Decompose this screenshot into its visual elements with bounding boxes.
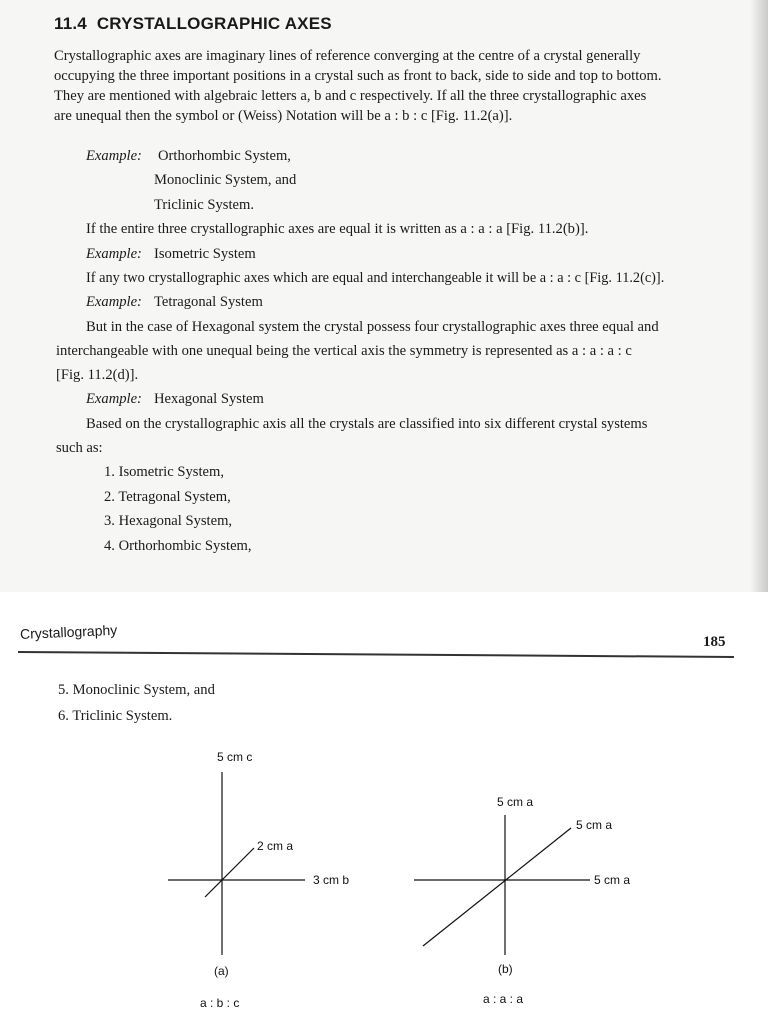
system-item-1: 1. Isometric System, xyxy=(104,464,224,480)
system-item-2: 2. Tetragonal System, xyxy=(104,489,231,505)
hex-line-3: [Fig. 11.2(d)]. xyxy=(56,367,139,383)
figure-b-diagonal-label: 5 cm a xyxy=(576,818,613,832)
intro-line-3: They are mentioned with algebraic letters a, b and c respectively. If all the three crystallographic axes xyxy=(54,88,647,104)
example-4-label: Example: xyxy=(86,391,142,407)
example-1-item-3: Triclinic System. xyxy=(154,197,255,213)
example-4-text: Hexagonal System xyxy=(154,391,264,407)
intro-line-1: Crystallographic axes are imaginary lines of reference converging at the centre of a crystal generally xyxy=(54,48,641,64)
example-1-label: Example: xyxy=(86,148,142,164)
figure-b-caption: (b) xyxy=(498,962,513,976)
figure-a-a-label: 2 cm a xyxy=(257,839,294,853)
intro-line-4: are unequal then the symbol or (Weiss) Notation will be a : b : c [Fig. 11.2(a)]. xyxy=(54,108,513,124)
section-number: 11.4 xyxy=(54,14,87,33)
figure-a-caption: (a) xyxy=(214,964,229,978)
system-item-6: 6. Triclinic System. xyxy=(58,708,173,724)
system-item-3: 3. Hexagonal System, xyxy=(104,513,233,529)
based-line-1: Based on the crystallographic axis all the crystals are classified into six different crystal systems xyxy=(86,416,648,432)
hex-line-2: interchangeable with one unequal being the vertical axis the symmetry is represented as a : a : a : c xyxy=(56,343,632,359)
example-1-item-2: Monoclinic System, and xyxy=(154,172,297,188)
figure-b-vertical-label: 5 cm a xyxy=(497,795,534,809)
intro-line-2: occupying the three important positions in a crystal such as front to back, side to side and top to bottom. xyxy=(54,68,662,84)
equal-axes-text: If the entire three crystallographic axes are equal it is written as a : a : a [Fig. 11.2(b)]. xyxy=(86,221,589,237)
figure-b-notation: a : a : a xyxy=(483,992,524,1006)
page-edge-shadow xyxy=(750,0,768,592)
system-item-5: 5. Monoclinic System, and xyxy=(58,682,215,698)
section-heading xyxy=(54,14,332,34)
figure-b-horizontal-label: 5 cm a xyxy=(594,873,631,887)
system-item-4: 4. Orthorhombic System, xyxy=(104,538,252,554)
based-line-2: such as: xyxy=(56,440,103,456)
running-head: Crystallography xyxy=(19,621,118,642)
example-3-text: Tetragonal System xyxy=(154,294,263,310)
two-equal-text: If any two crystallographic axes which are equal and interchangeable it will be a : a : c [Fig. 11.2(c)]. xyxy=(86,270,665,286)
example-3-label: Example: xyxy=(86,294,142,310)
example-2-text: Isometric System xyxy=(154,246,256,262)
example-2-label: Example: xyxy=(86,246,142,262)
page-number: 185 xyxy=(703,634,726,650)
figure-a-notation: a : b : c xyxy=(200,996,240,1010)
hex-line-1: But in the case of Hexagonal system the crystal possess four crystallographic axes three equal and xyxy=(86,319,659,335)
example-1-item-1: Orthorhombic System, xyxy=(158,148,291,164)
figure-a-c-label: 5 cm c xyxy=(217,750,253,764)
figure-a-b-label: 3 cm b xyxy=(313,873,350,887)
section-title: CRYSTALLOGRAPHIC AXES xyxy=(96,14,332,33)
